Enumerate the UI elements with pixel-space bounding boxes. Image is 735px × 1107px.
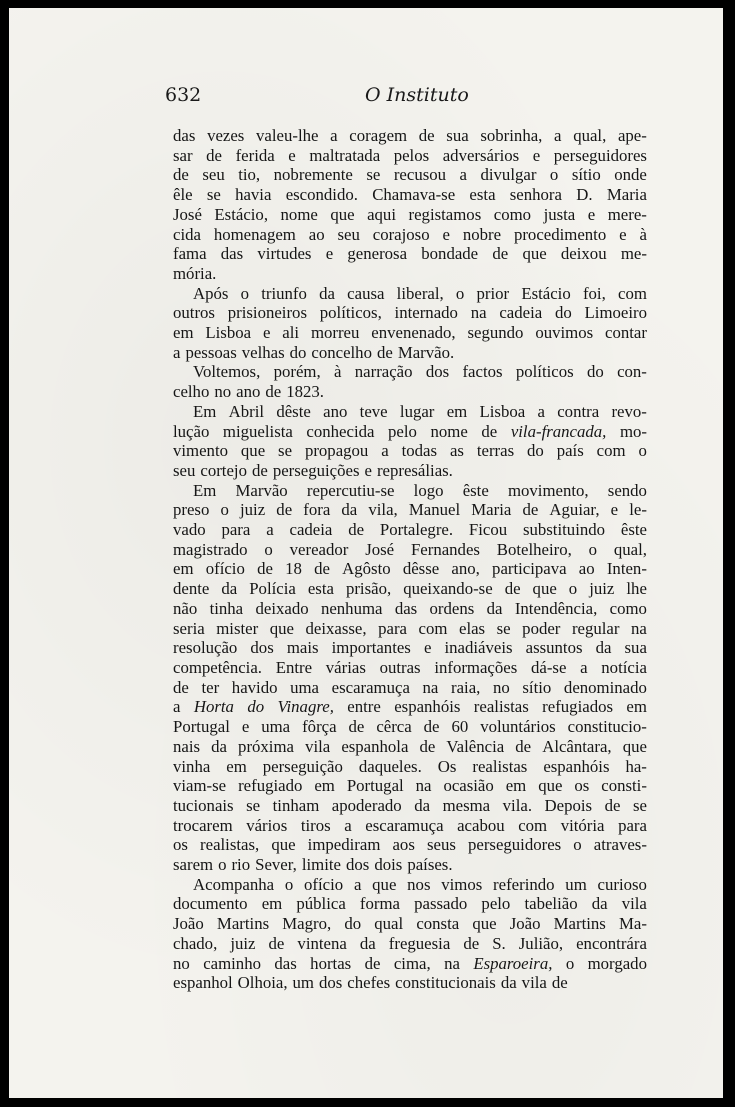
paragraph: [173, 362, 647, 401]
text-line: Portugal e uma fôrça de cêrca de 60 voluntários constitucio-: [173, 717, 647, 737]
page-header: [165, 80, 647, 110]
text-line: em Lisboa e ali morreu envenenado, segundo ouvimos contar: [173, 323, 647, 343]
text-line: Em Abril dêste ano teve lugar em Lisboa a contra revo-: [193, 401, 647, 421]
text-line: espanhol Olhoia, um dos chefes constitucionais da vila de: [173, 973, 568, 993]
text-line: cida homenagem ao seu corajoso e nobre procedimento e à: [173, 224, 647, 244]
scanned-page: [9, 8, 723, 1098]
running-title: O Instituto: [365, 84, 469, 106]
text-line: de ter havido uma escaramuça na raia, no sítio denominado: [173, 677, 647, 697]
text-line: Acompanha o ofício a que nos vimos referindo um curioso: [193, 874, 647, 894]
text-line: das vezes valeu-lhe a coragem de sua sobrinha, a qual, ape-: [173, 126, 647, 145]
paragraph: [173, 126, 647, 284]
text-line: vimento que se propagou a todas as terras do país com o: [173, 441, 647, 461]
text-line: seu cortejo de perseguições e represálias.: [173, 460, 453, 480]
text-line: em ofício de 18 de Agôsto dêsse ano, participava ao Inten-: [173, 559, 647, 579]
text-line: êle se havia escondido. Chamava-se esta senhora D. Maria: [173, 185, 647, 205]
text-line: sarem o rio Sever, limite dos dois países.: [173, 855, 453, 875]
text-line: tucionais se tinham apoderado da mesma vila. Depois de se: [173, 795, 647, 815]
text-line: a Horta do Vinagre, entre espanhóis realistas refugiados em: [173, 697, 647, 717]
body-text: [173, 126, 647, 993]
paragraph: [173, 402, 647, 481]
text-line: magistrado o vereador José Fernandes Botelheiro, o qual,: [173, 539, 647, 559]
text-line: a pessoas velhas do concelho de Marvão.: [173, 342, 455, 362]
text-line: no caminho das hortas de cima, na Esparoeira, o morgado: [173, 953, 647, 973]
page-number: 632: [165, 84, 202, 106]
paragraph: [173, 284, 647, 363]
text-line: dente da Polícia esta prisão, queixando-se de que o juiz lhe: [173, 579, 647, 599]
text-line: lução miguelista conhecida pelo nome de vila-francada, mo-: [173, 421, 647, 441]
text-line: outros prisioneiros políticos, internado na cadeia do Limoeiro: [173, 303, 647, 323]
text-line: celho no ano de 1823.: [173, 382, 324, 402]
text-line: resolução dos mais importantes e inadiáveis assuntos da sua: [173, 638, 647, 658]
text-line: chado, juiz de vintena da freguesia de S. Julião, encontrára: [173, 933, 647, 953]
text-line: trocarem vários tiros a escaramuça acabou com vitória para: [173, 815, 647, 835]
text-line: fama das virtudes e generosa bondade de que deixou me-: [173, 244, 647, 264]
text-line: preso o juiz de fora da vila, Manuel Maria de Aguiar, e le-: [173, 500, 647, 520]
paragraph: [173, 875, 647, 993]
text-line: Em Marvão repercutiu-se logo êste movimento, sendo: [193, 480, 647, 500]
text-line: João Martins Magro, do qual consta que João Martins Ma-: [173, 914, 647, 934]
text-line: sar de ferida e maltratada pelos adversários e perseguidores: [173, 145, 647, 165]
text-line: vado para a cadeia de Portalegre. Ficou substituindo êste: [173, 520, 647, 540]
text-line: José Estácio, nome que aqui registamos como justa e mere-: [173, 204, 647, 224]
text-line: seria mister que deixasse, para com elas se poder regular na: [173, 618, 647, 638]
text-line: não tinha deixado nenhuma das ordens da Intendência, como: [173, 598, 647, 618]
text-line: Voltemos, porém, à narração dos factos políticos do con-: [193, 362, 647, 382]
text-line: de seu tio, nobremente se recusou a divulgar o sítio onde: [173, 165, 647, 185]
text-line: os realistas, que impediram aos seus perseguidores o atraves-: [173, 835, 647, 855]
text-line: vinha em perseguição daqueles. Os realistas espanhóis ha-: [173, 756, 647, 776]
paragraph: [173, 481, 647, 875]
text-line: viam-se refugiado em Portugal na ocasião em que os consti-: [173, 776, 647, 796]
text-line: mória.: [173, 263, 217, 283]
text-line: nais da próxima vila espanhola de Valência de Alcântara, que: [173, 736, 647, 756]
text-line: documento em pública forma passado pelo tabelião da vila: [173, 894, 647, 914]
text-line: competência. Entre várias outras informações dá-se a notícia: [173, 657, 647, 677]
text-line: Após o triunfo da causa liberal, o prior Estácio foi, com: [193, 283, 647, 303]
